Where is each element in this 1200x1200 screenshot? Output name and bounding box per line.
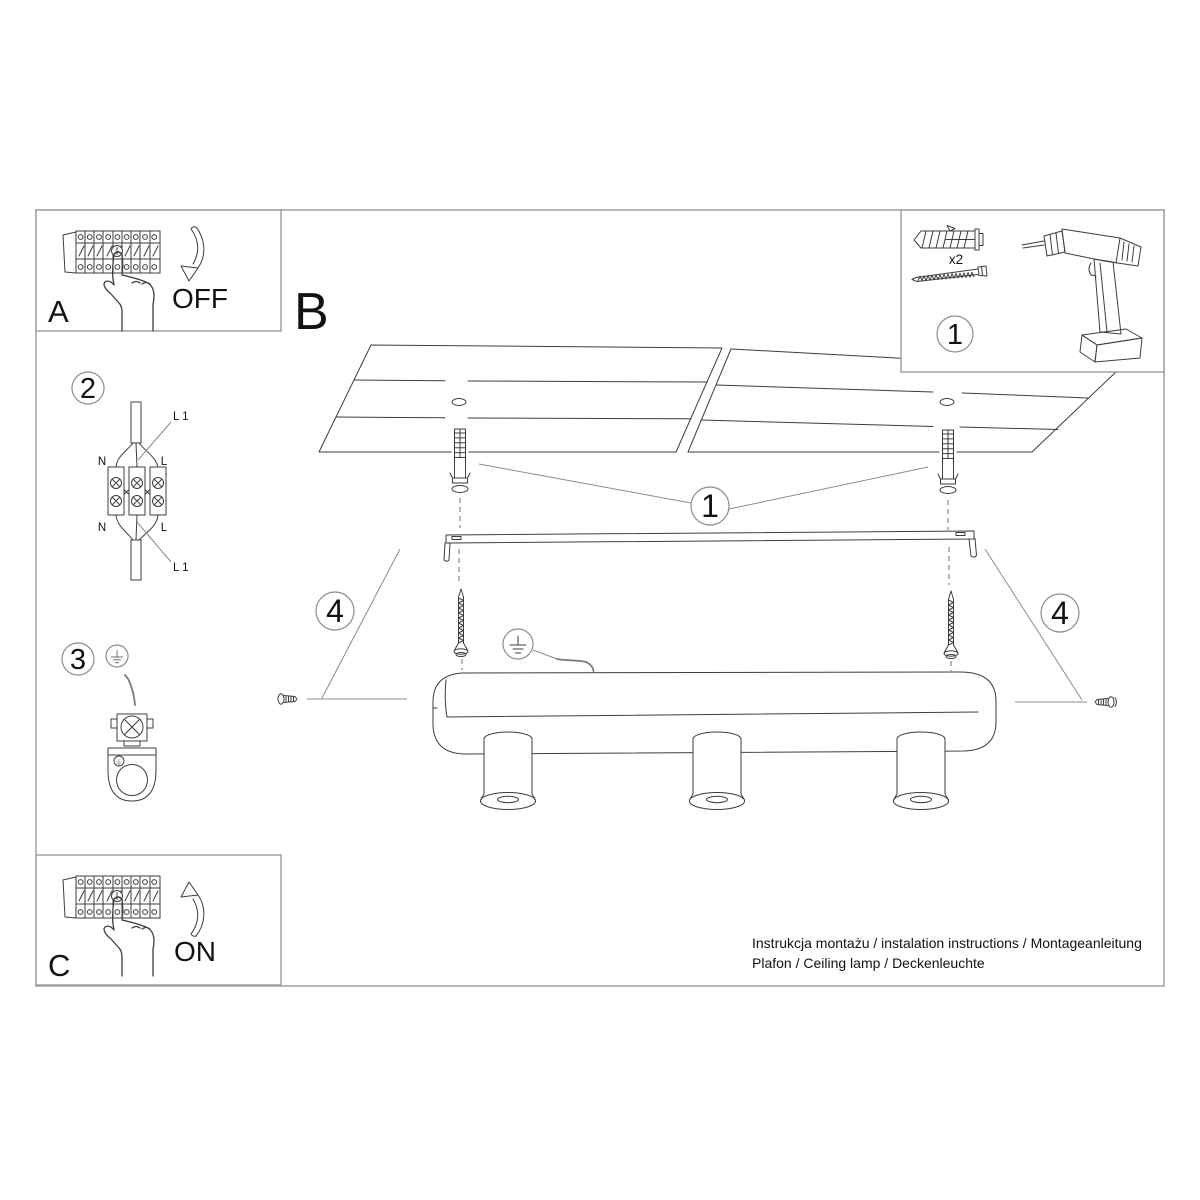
callout-4-right-label: 4 [1051,595,1069,631]
footer-line-2: Plafon / Ceiling lamp / Deckenleuchte [752,955,985,971]
parts-box [901,210,1164,372]
mounting-bracket [444,531,977,561]
panel-c-letter: C [48,948,71,983]
plug-quantity-label: x2 [948,252,964,267]
terminal-2 [129,467,145,515]
panel-a-box [36,210,281,331]
cable-bottom [131,540,141,580]
wires-bottom [116,515,158,540]
mounting-screw-right [944,591,958,659]
ceiling-plank-seams-left [336,380,707,419]
alignment-dashes-bracket [459,547,949,585]
n-top-label: N [97,456,107,468]
l1-bottom-label: L 1 [173,562,189,574]
callout-2-label: 2 [79,373,97,405]
ground-wire [557,659,594,671]
side-screw-right [1095,697,1117,707]
n-bottom-label: N [97,522,107,534]
wall-plug-right [938,429,958,494]
wires-top [116,443,158,467]
side-screw-left [278,694,297,704]
ceiling-panel-left [319,345,722,452]
panel-a-letter: A [48,294,69,329]
spotlight-2 [690,732,745,810]
terminal-1 [108,467,124,515]
l1-top-label: L 1 [173,411,189,423]
drill-hole-left [452,399,466,406]
parts-box-callout-label: 1 [946,319,964,351]
screw-head [1108,697,1114,707]
footer-line-1: Instrukcja montażu / instalation instructions / Montageanleitung [752,935,1142,951]
cable-top [131,402,141,443]
ceiling-plank-seams-right [701,385,1088,430]
l-bottom-label: L [160,522,168,534]
drill-hole-right [940,399,954,406]
terminal-screw-slots [113,480,162,505]
ground-wire-short [125,675,135,705]
terminal-joints [125,490,150,494]
mounting-screw-left [454,589,468,657]
earth-ground-icon [116,759,121,765]
grounding-detail [106,645,156,801]
cable-clamp-hole [117,765,148,796]
wall-plug-left [450,428,470,493]
on-label: ON [174,936,216,967]
l-top-label: L [160,456,168,468]
panel-c-box [36,855,281,985]
cable-clamp-body [108,748,156,801]
callout-3-label: 3 [69,644,87,676]
spotlight-3 [894,732,949,810]
wiring-diagram [108,402,171,580]
off-label: OFF [172,283,228,314]
spotlight-1 [481,732,536,810]
alignment-dashes-screws [462,659,951,671]
callout-4-left-label: 4 [326,593,344,629]
main-view-letter: B [294,283,329,341]
terminal-3 [150,467,166,515]
screw-head [278,694,284,704]
callout-1-label: 1 [701,488,719,524]
ground-leader [533,650,557,659]
